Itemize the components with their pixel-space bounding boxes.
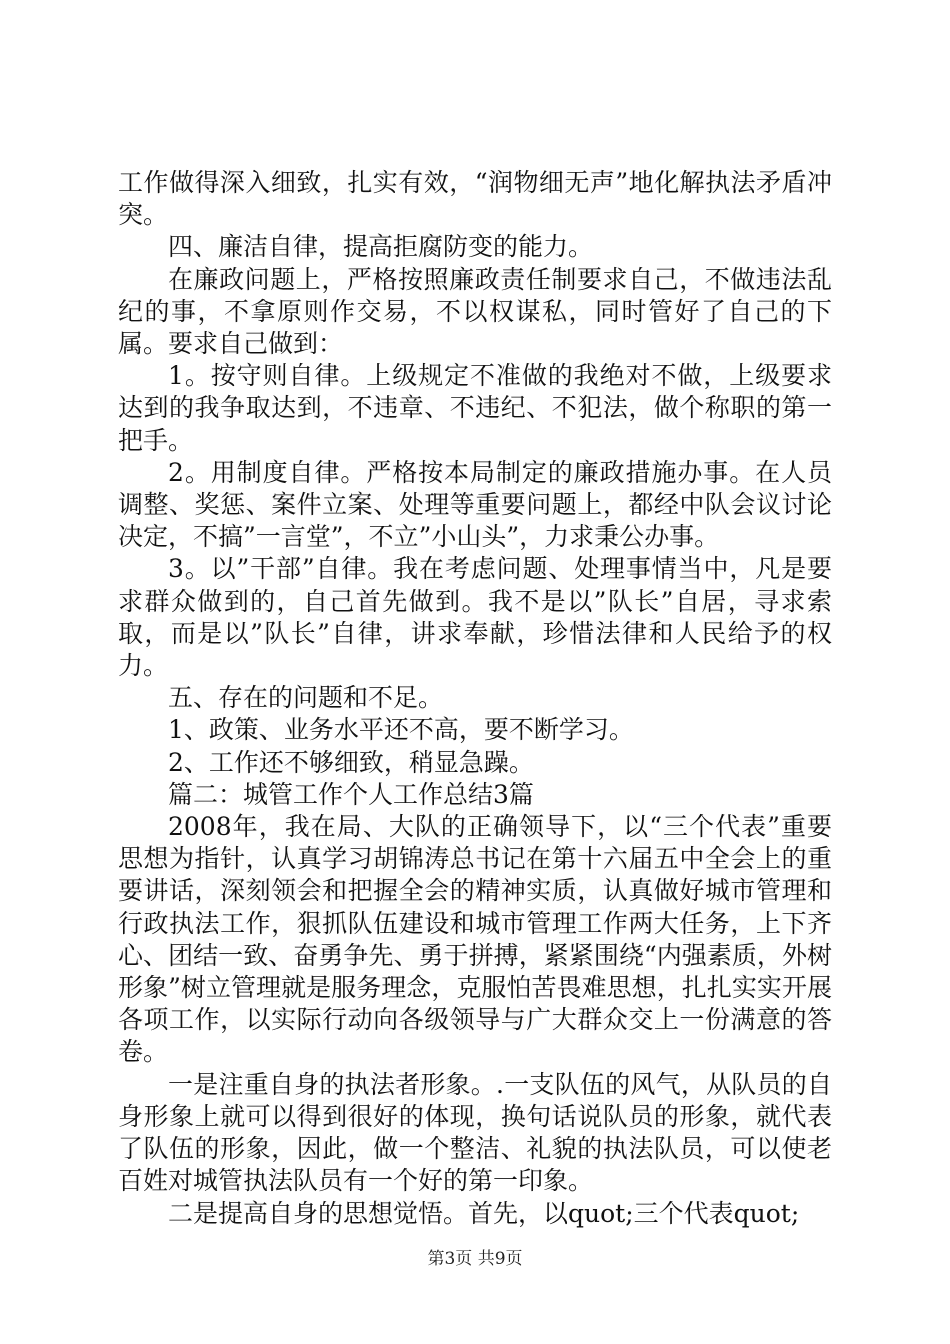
article-heading: 篇二：城管工作个人工作总结3篇 — [168, 779, 534, 809]
paragraph: 一是注重自身的执法者形象。.一支队伍的风气，从队员的自身形象上就可以得到很好的体现，换句话说队员的形象，就代表了队伍的形象，因此，做一个整洁、礼貌的执法队员，可以使老百姓对城管执法队员有一个好的第一印象。 — [118, 1069, 832, 1196]
list-item: 3。以”干部”自律。我在考虑问题、处理事情当中，凡是要求群众做到的，自己首先做到。我不是以”队长”自居，寻求索取，而是以”队长”自律，讲求奉献，珍惜法律和人民给予的权力。 — [118, 554, 832, 681]
document-body — [118, 167, 832, 1230]
paragraph: 二是提高自身的思想觉悟。首先，以quot;三个代表quot; — [168, 1198, 800, 1228]
paragraph-continuation: 工作做得深入细致，扎实有效，“润物细无声”地化解执法矛盾冲突。 — [118, 168, 832, 230]
paragraph: 2008年，我在局、大队的正确领导下，以“三个代表”重要思想为指针，认真学习胡锦涛总书记在第十六届五中全会上的重要讲话，深刻领会和把握全会的精神实质，认真做好城市管理和行政执法工作，狠抓队伍建设和城市管理工作两大任务，上下齐心、团结一致、奋勇争先、勇于拼搏，紧紧围绕“内强素质，外树形象”树立管理就是服务理念，克服怕苦畏难思想，扎扎实实开展各项工作，以实际行动向各级领导与广大群众交上一份满意的答卷。 — [118, 812, 832, 1067]
list-item: 2、工作还不够细致，稍显急躁。 — [168, 747, 534, 777]
list-item: 1、政策、业务水平还不高，要不断学习。 — [168, 715, 634, 745]
section-heading-4: 四、廉洁自律，提高拒腐防变的能力。 — [168, 232, 594, 262]
paragraph: 在廉政问题上，严格按照廉政责任制要求自己，不做违法乱纪的事，不拿原则作交易，不以权谋私，同时管好了自己的下属。要求自己做到： — [118, 264, 832, 359]
section-heading-5: 五、存在的问题和不足。 — [168, 683, 444, 713]
page-number-footer: 第3页 共9页 — [427, 1249, 523, 1269]
list-item: 2。用制度自律。严格按本局制定的廉政措施办事。在人员调整、奖惩、案件立案、处理等重要问题上，都经中队会议讨论决定，不搞”一言堂”，不立”小山头”，力求秉公办事。 — [118, 457, 832, 552]
list-item: 1。按守则自律。上级规定不准做的我绝对不做，上级要求达到的我争取达到，不违章、不违纪、不犯法，做个称职的第一把手。 — [118, 361, 832, 455]
